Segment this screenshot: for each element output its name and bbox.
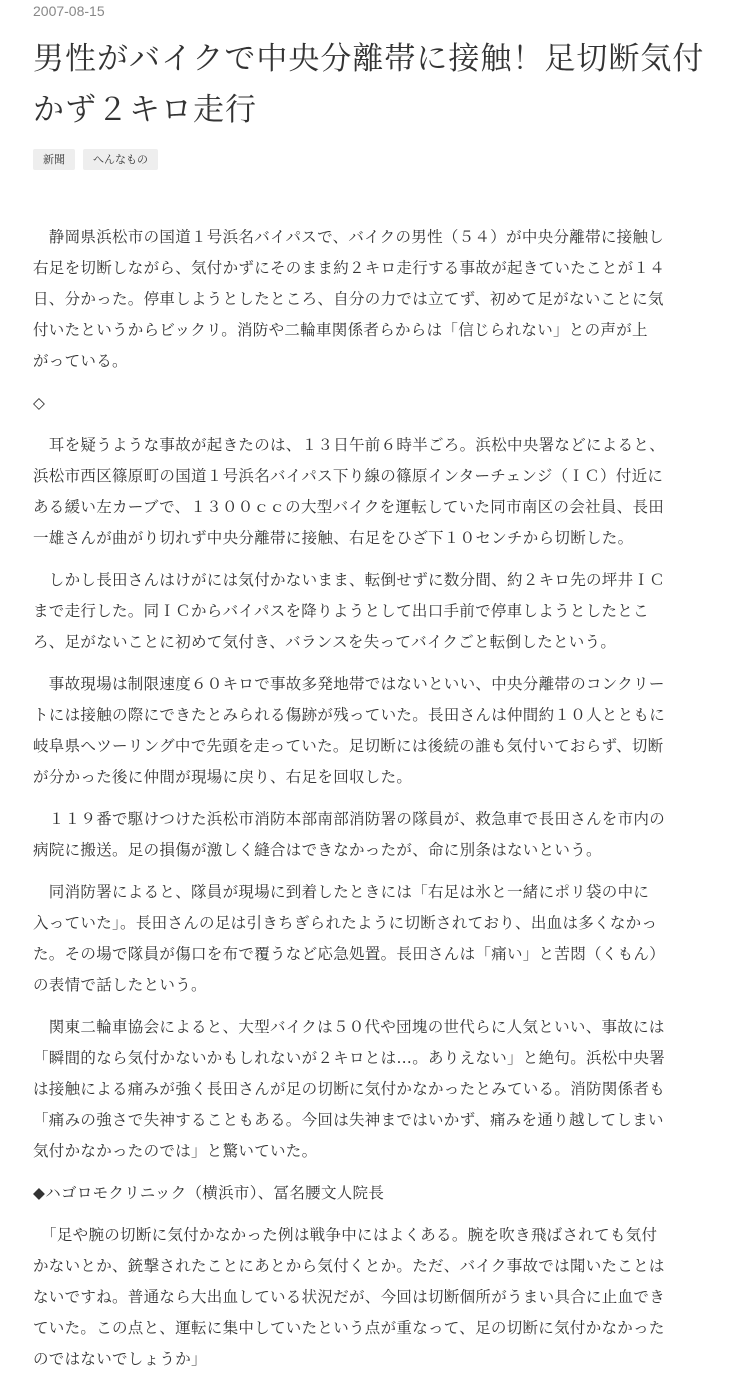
paragraph-line: 事故現場は制限速度６０キロで事故多発地帯ではないといい、中央分離帯のコンクリー — [33, 675, 665, 693]
paragraph-line: は接触による痛みが強く長田さんが足の切断に気付かなかったとみている。消防関係者も — [33, 1080, 666, 1098]
paragraph-line: 入っていた」。長田さんの足は引きちぎられたように切断されており、出血は多くなかっ — [33, 914, 658, 932]
paragraph-line: がっている。 — [33, 352, 128, 370]
paragraph-line: た。その場で隊員が傷口を布で覆うなど応急処置。長田さんは「痛い」と苦悶（くもん） — [33, 945, 666, 963]
paragraph-line: 岐阜県へツーリング中で先頭を走っていた。足切断には後続の誰も気付いておらず、切断 — [33, 737, 664, 755]
paragraph — [33, 877, 715, 1001]
paragraph — [33, 565, 715, 658]
paragraph-line: 静岡県浜松市の国道１号浜名バイパスで、バイクの男性（５４）が中央分離帯に接触し — [33, 228, 665, 246]
article-body — [33, 222, 715, 1375]
tag-list — [33, 149, 158, 170]
paragraph-line: の表情で話したという。 — [33, 976, 207, 994]
paragraph-line: 右足を切断しながら、気付かずにそのまま約２キロ走行する事故が起きていたことが１４ — [33, 259, 666, 277]
paragraph-line: 付いたというからビックリ。消防や二輪車関係者らからは「信じられない」との声が上 — [33, 321, 648, 339]
paragraph — [33, 430, 715, 554]
paragraph-line: のではないでしょうか」 — [33, 1350, 207, 1368]
paragraph-line: まで走行した。同ＩＣからバイパスを降りようとして出口手前で停車しようとしたとこ — [33, 602, 649, 620]
paragraph-line: ある緩い左カーブで、１３００ｃｃの大型バイクを運転していた同市南区の会社員、長田 — [33, 498, 665, 516]
paragraph-line: ろ、足がないことに初めて気付き、バランスを失ってバイクごと転倒したという。 — [33, 633, 617, 651]
article-date: 2007-08-15 — [33, 3, 105, 19]
paragraph-line: 「痛みの強さで失神することもある。今回は失神まではいかず、痛みを通り越してしまい — [33, 1111, 664, 1129]
paragraph-line: 耳を疑うような事故が起きたのは、１３日午前６時半ごろ。浜松中央署などによると、 — [33, 436, 666, 454]
paragraph — [33, 222, 715, 377]
paragraph-line: 一雄さんが曲がり切れず中央分離帯に接触、右足をひざ下１０センチから切断した。 — [33, 529, 634, 547]
paragraph — [33, 804, 715, 866]
paragraph-line: ◇ — [33, 394, 46, 412]
paragraph-line: ないですね。普通なら大出血している状況だが、今回は切断個所がうまい具合に止血でき — [33, 1288, 666, 1306]
paragraph — [33, 1012, 715, 1167]
paragraph-line: トには接触の際にできたとみられる傷跡が残っていた。長田さんは仲間約１０人とともに — [33, 706, 666, 724]
paragraph-line: ていた。この点と、運転に集中していたという点が重なって、足の切断に気付かなかった — [33, 1319, 665, 1337]
paragraph-line: 気付かなかったのでは」と驚いていた。 — [33, 1142, 318, 1160]
tag-news[interactable]: 新聞 — [33, 149, 75, 170]
paragraph-line: が分かった後に仲間が現場に戻り、右足を回収した。 — [33, 768, 413, 786]
paragraph-line: かないとか、銃撃されたことにあとから気付くとか。ただ、バイク事故では聞いたことは — [33, 1257, 665, 1275]
paragraph-line: ◆ハゴロモクリニック（横浜市）、冨名腰文人院長 — [33, 1184, 385, 1202]
title-line: 男性がバイクで中央分離帯に接触！足切断気付 — [33, 41, 705, 77]
section-divider-diamond — [33, 388, 715, 419]
interview-heading — [33, 1178, 715, 1209]
paragraph-line: 「足や腕の切断に気付かなかった例は戦争中にはよくある。腕を吹き飛ばされても気付 — [33, 1226, 658, 1244]
paragraph-line: 関東二輪車協会によると、大型バイクは５０代や団塊の世代らに人気といい、事故には — [33, 1018, 665, 1036]
paragraph-line: １１９番で駆けつけた浜松市消防本部南部消防署の隊員が、救急車で長田さんを市内の — [33, 810, 666, 828]
paragraph — [33, 1220, 715, 1375]
paragraph-line: 同消防署によると、隊員が現場に到着したときには「右足は氷と一緒にポリ袋の中に — [33, 883, 650, 901]
paragraph-line: しかし長田さんはけがには気付かないまま、転倒せずに数分間、約２キロ先の坪井ＩＣ — [33, 571, 666, 589]
paragraph-line: 日、分かった。停車しようとしたところ、自分の力では立てず、初めて足がないことに気 — [33, 290, 664, 308]
paragraph — [33, 669, 715, 793]
tag-strange-things[interactable]: へんなもの — [83, 149, 158, 170]
title-line: かず２キロ走行 — [33, 92, 257, 128]
paragraph-line: 病院に搬送。足の損傷が激しく縫合はできなかったが、命に別条はないという。 — [33, 841, 602, 859]
article-title — [33, 34, 723, 136]
paragraph-line: 「瞬間的なら気付かないかもしれないが２キロとは…。ありえない」と絶句。浜松中央署 — [33, 1049, 666, 1067]
paragraph-line: 浜松市西区篠原町の国道１号浜名バイパス下り線の篠原インターチェンジ（ＩＣ）付近に — [33, 467, 664, 485]
